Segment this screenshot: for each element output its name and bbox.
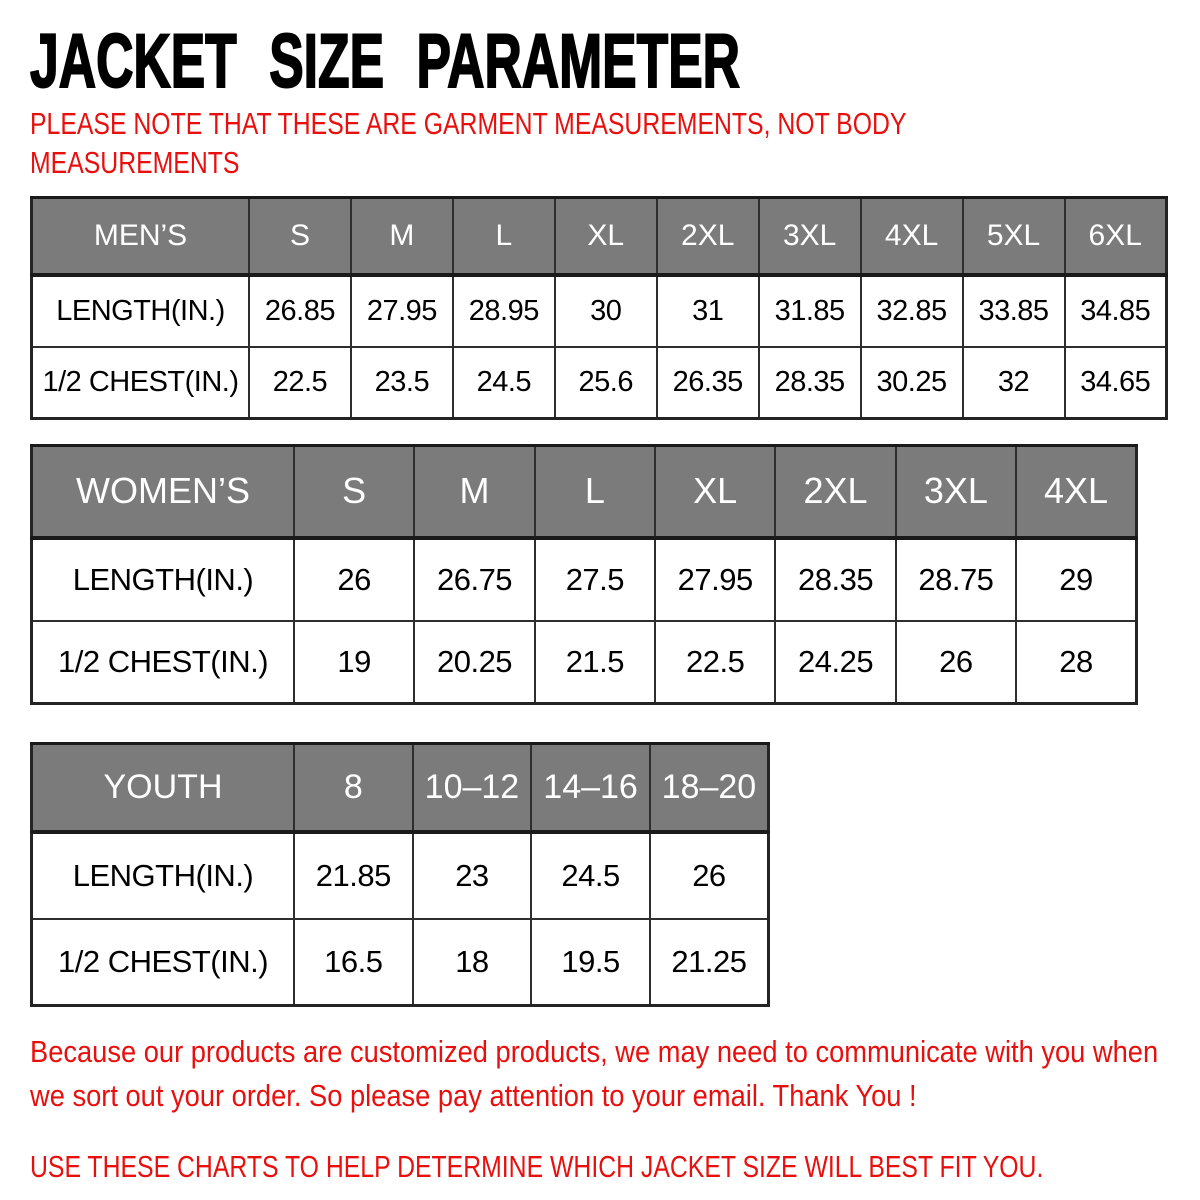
measurement-value-cell: 21.5 xyxy=(535,621,655,704)
mens-size-header: 2XL xyxy=(657,198,759,275)
measurement-row-label: LENGTH(IN.) xyxy=(32,275,250,347)
womens-size-header: L xyxy=(535,446,655,538)
measurement-value-cell: 32 xyxy=(963,347,1065,419)
womens-size-header: 2XL xyxy=(775,446,895,538)
youth-size-header: 14–16 xyxy=(531,744,650,832)
measurement-value-cell: 27.95 xyxy=(655,538,775,621)
measurement-value-cell: 28.35 xyxy=(775,538,895,621)
measurement-value-cell: 26.35 xyxy=(657,347,759,419)
measurement-value-cell: 28.95 xyxy=(453,275,555,347)
youth-size-header: 8 xyxy=(294,744,413,832)
measurement-value-cell: 26 xyxy=(294,538,414,621)
mens-size-header: 6XL xyxy=(1065,198,1167,275)
mens-size-header: M xyxy=(351,198,453,275)
table-row xyxy=(32,832,769,919)
measurement-value-cell: 26 xyxy=(650,832,769,919)
womens-size-header: M xyxy=(414,446,534,538)
measurement-value-cell: 19.5 xyxy=(531,919,650,1006)
mens-size-table xyxy=(30,196,1168,420)
mens-size-header: 4XL xyxy=(861,198,963,275)
womens-size-table xyxy=(30,444,1138,705)
measurement-value-cell: 24.25 xyxy=(775,621,895,704)
measurement-value-cell: 21.85 xyxy=(294,832,413,919)
table-row xyxy=(32,919,769,1006)
measurement-value-cell: 29 xyxy=(1016,538,1136,621)
womens-size-header: XL xyxy=(655,446,775,538)
measurement-value-cell: 31.85 xyxy=(759,275,861,347)
measurement-value-cell: 34.65 xyxy=(1065,347,1167,419)
youth-size-header: 10–12 xyxy=(413,744,532,832)
measurement-value-cell: 33.85 xyxy=(963,275,1065,347)
measurement-row-label: LENGTH(IN.) xyxy=(32,832,295,919)
measurement-value-cell: 28 xyxy=(1016,621,1136,704)
table-row xyxy=(32,538,1137,621)
measurement-value-cell: 19 xyxy=(294,621,414,704)
womens-size-header: 4XL xyxy=(1016,446,1136,538)
measurement-value-cell: 31 xyxy=(657,275,759,347)
mens-size-header: 3XL xyxy=(759,198,861,275)
mens-category-header: MEN’S xyxy=(32,198,250,275)
measurement-value-cell: 28.75 xyxy=(896,538,1016,621)
measurement-value-cell: 27.5 xyxy=(535,538,655,621)
measurement-value-cell: 24.5 xyxy=(531,832,650,919)
measurement-value-cell: 18 xyxy=(413,919,532,1006)
measurement-value-cell: 30 xyxy=(555,275,657,347)
measurement-value-cell: 26 xyxy=(896,621,1016,704)
youth-size-header: 18–20 xyxy=(650,744,769,832)
page-title: JACKET SIZE PARAMETER xyxy=(30,19,740,104)
measurement-value-cell: 25.6 xyxy=(555,347,657,419)
customization-notice: Because our products are customized products, we may need to communicate with you when we sort out your order. So please pay attention to your email. Thank You ! xyxy=(30,1034,1159,1113)
measurement-value-cell: 22.5 xyxy=(249,347,351,419)
measurement-row-label: 1/2 CHEST(IN.) xyxy=(32,347,250,419)
mens-size-header: 5XL xyxy=(963,198,1065,275)
measurement-value-cell: 27.95 xyxy=(351,275,453,347)
garment-measurement-note: PLEASE NOTE THAT THESE ARE GARMENT MEASUREMENTS, NOT BODY MEASUREMENTS xyxy=(30,106,907,180)
measurement-value-cell: 23.5 xyxy=(351,347,453,419)
youth-category-header: YOUTH xyxy=(32,744,295,832)
measurement-row-label: 1/2 CHEST(IN.) xyxy=(32,621,295,704)
table-row xyxy=(32,621,1137,704)
measurement-value-cell: 23 xyxy=(413,832,532,919)
measurement-value-cell: 30.25 xyxy=(861,347,963,419)
fit-instruction: USE THESE CHARTS TO HELP DETERMINE WHICH JACKET SIZE WILL BEST FIT YOU. xyxy=(30,1149,1044,1184)
measurement-row-label: LENGTH(IN.) xyxy=(32,538,295,621)
measurement-value-cell: 21.25 xyxy=(650,919,769,1006)
measurement-value-cell: 20.25 xyxy=(414,621,534,704)
table-row xyxy=(32,347,1167,419)
measurement-value-cell: 22.5 xyxy=(655,621,775,704)
measurement-value-cell: 34.85 xyxy=(1065,275,1167,347)
mens-size-header: XL xyxy=(555,198,657,275)
measurement-value-cell: 28.35 xyxy=(759,347,861,419)
womens-size-header: 3XL xyxy=(896,446,1016,538)
measurement-value-cell: 26.85 xyxy=(249,275,351,347)
mens-size-header: L xyxy=(453,198,555,275)
womens-category-header: WOMEN’S xyxy=(32,446,295,538)
measurement-row-label: 1/2 CHEST(IN.) xyxy=(32,919,295,1006)
measurement-value-cell: 26.75 xyxy=(414,538,534,621)
mens-size-header: S xyxy=(249,198,351,275)
measurement-value-cell: 24.5 xyxy=(453,347,555,419)
measurement-value-cell: 32.85 xyxy=(861,275,963,347)
womens-size-header: S xyxy=(294,446,414,538)
table-row xyxy=(32,275,1167,347)
measurement-value-cell: 16.5 xyxy=(294,919,413,1006)
youth-size-table xyxy=(30,742,770,1007)
